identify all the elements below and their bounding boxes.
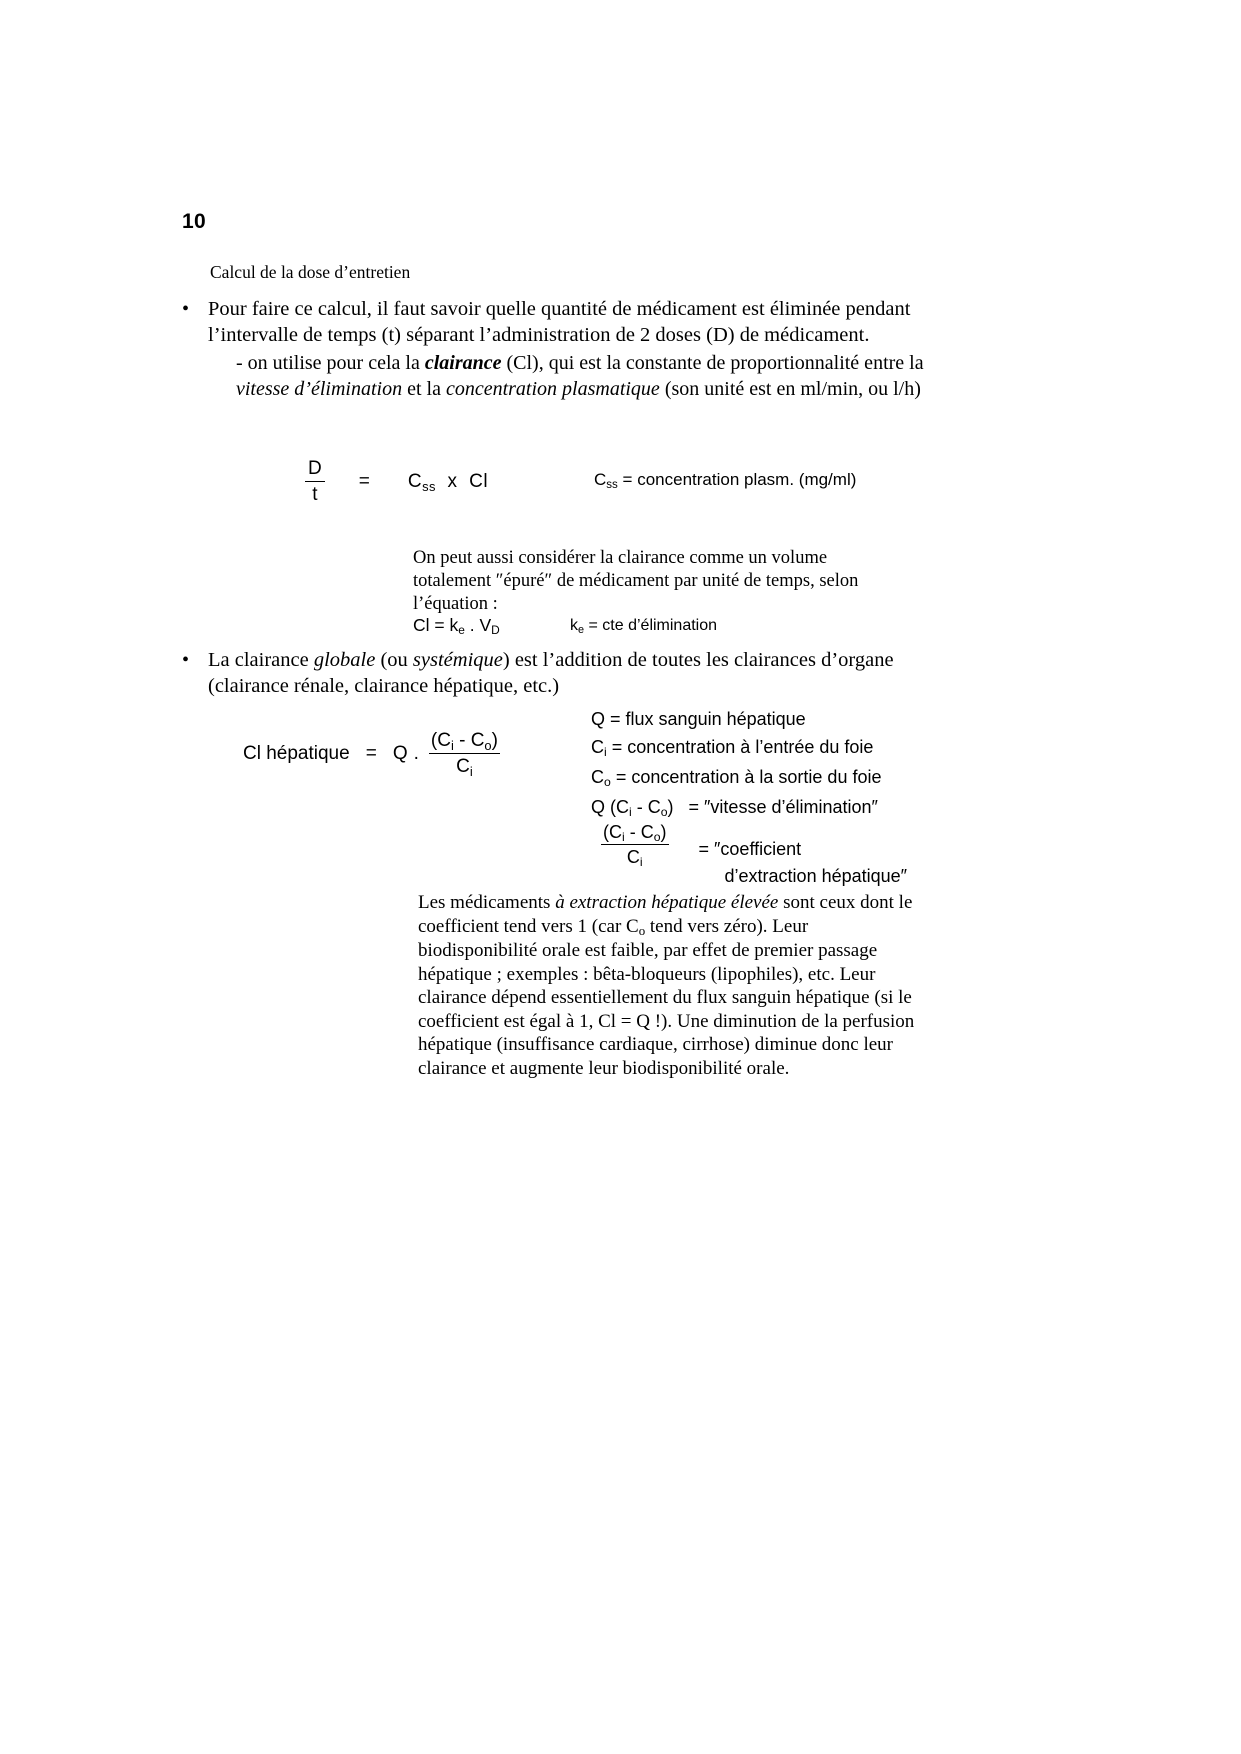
num-sub-i: i xyxy=(450,737,454,753)
eq3-label: Cl hépatique xyxy=(243,743,350,764)
bullet-item-1 xyxy=(182,296,942,348)
bullet2-mid: (ou xyxy=(375,649,413,671)
bullet-item-2 xyxy=(182,647,942,699)
page-number: 10 xyxy=(182,210,206,233)
final-after-italic: sont ceux dont le xyxy=(778,892,913,913)
bullet-marker: • xyxy=(182,298,190,320)
note-line-3: l’équation : xyxy=(413,594,498,614)
note-css-symbol: C xyxy=(594,470,607,489)
eq3-fraction-numerator xyxy=(429,730,500,754)
high-extraction-paragraph xyxy=(418,891,918,1080)
term-clairance: clairance xyxy=(424,352,502,374)
den-c: C xyxy=(456,756,470,777)
final-line-4: hépatique ; exemples : bêta-bloqueurs (lipophiles), etc. Leur xyxy=(418,963,876,985)
final-line-1 xyxy=(418,891,918,915)
definition-q-symbol: Q xyxy=(591,709,606,729)
eq2-equals: = k xyxy=(429,615,459,635)
coefficient-denominator xyxy=(601,845,669,868)
final-lead: Les médicaments xyxy=(418,892,556,913)
term-vitesse-elimination: vitesse d’élimination xyxy=(236,377,403,400)
note-line-1: On peut aussi considérer la clairance comme un volume xyxy=(413,548,828,568)
final-line-3: biodisponibilité orale est faible, par effet de premier passage xyxy=(418,940,878,961)
num-close: ) xyxy=(491,730,498,751)
sub-item-part3: et la xyxy=(402,377,446,400)
section-heading: Calcul de la dose d’entretien xyxy=(210,262,411,282)
final-line2b: tend vers zéro). Leur xyxy=(645,915,809,937)
note-line-2: totalement ″épuré″ de médicament par unité de temps, selon xyxy=(413,571,859,591)
coef-den-c: C xyxy=(626,847,640,867)
coefficient-label-line2: d’extraction hépatique″ xyxy=(724,866,908,886)
times-sign: x xyxy=(447,471,458,492)
definition-co-subscript: o xyxy=(604,775,611,790)
definition-q-text: = flux sanguin hépatique xyxy=(605,709,806,729)
den-sub-i: i xyxy=(469,763,473,779)
coef-num-open: (C xyxy=(603,822,622,842)
final-line-6: coefficient est égal à 1, Cl = Q !). Une diminution de la perfusion xyxy=(418,1010,915,1032)
equation-rhs xyxy=(408,471,488,493)
bullet-marker: • xyxy=(182,649,190,671)
eq3-multiply-dot: . xyxy=(413,743,419,764)
coef-num-close: ) xyxy=(660,822,667,842)
hepatic-definitions-list xyxy=(591,705,881,823)
extraction-coefficient-block xyxy=(601,822,907,890)
coef-den-sub-i: i xyxy=(639,855,643,870)
eq2-ke-subscript: e xyxy=(458,623,465,638)
coef-num-minus: - C xyxy=(624,822,654,842)
sub-item-dash: - xyxy=(236,352,243,374)
coef-num-sub-o: o xyxy=(653,830,661,845)
final-line-7: hépatique (insuffisance cardiaque, cirrhose) diminue donc leur xyxy=(418,1034,893,1055)
definition-ci xyxy=(591,733,881,763)
equation-hepatic-clearance xyxy=(243,730,500,778)
css-symbol: C xyxy=(407,471,423,492)
definition-ci-text: = concentration à l’entrée du foie xyxy=(606,737,874,757)
definition-ci-symbol: C xyxy=(591,737,604,757)
term-extraction-hepatique-elevee: à extraction hépatique élevée xyxy=(555,892,779,913)
num-sub-o: o xyxy=(484,737,492,753)
bullet-item-1-text: Pour faire ce calcul, il faut savoir quelle quantité de médicament est éliminée pendant l’intervalle de temps (t) séparant l’administration de 2 doses (D) de médicament. xyxy=(208,298,911,346)
num-minus: - C xyxy=(453,730,485,751)
definition-q xyxy=(591,705,881,733)
css-subscript: ss xyxy=(422,478,436,494)
term-globale: globale xyxy=(313,649,376,671)
eq3-extraction-fraction xyxy=(429,730,500,778)
note-ke-text: = cte d’élimination xyxy=(584,617,718,634)
velocity-sub-o: o xyxy=(660,805,668,820)
coefficient-fraction xyxy=(601,822,669,868)
eq2-vd-subscript: D xyxy=(491,623,500,638)
velocity-minus: - C xyxy=(631,797,661,817)
fraction-denominator-t: t xyxy=(312,484,318,505)
term-concentration-plasmatique: concentration plasmatique xyxy=(445,377,660,400)
equation-dose-rate xyxy=(305,458,488,506)
coef-num-sub-i: i xyxy=(622,830,625,845)
note-css-text: = concentration plasm. (mg/ml) xyxy=(617,470,857,489)
equation-dose-rate-note xyxy=(594,470,856,490)
coefficient-label xyxy=(699,822,908,890)
bullet2-part1: La clairance xyxy=(208,649,314,671)
coefficient-label-line1: = ″coefficient xyxy=(698,839,802,859)
eq3-fraction-denominator xyxy=(429,754,500,778)
final-line-2 xyxy=(418,915,918,940)
eq2-mid: . V xyxy=(464,615,492,635)
fraction-numerator-d: D xyxy=(305,458,325,482)
equation-cl-note xyxy=(570,617,717,635)
fraction-d-over-t xyxy=(305,458,325,506)
velocity-sub-i: i xyxy=(629,805,632,820)
eq3-equals: = xyxy=(365,743,377,764)
definition-co xyxy=(591,763,881,793)
note-css-subscript: ss xyxy=(606,479,618,492)
equals-sign: = xyxy=(358,471,370,492)
eq2-lhs: Cl xyxy=(413,615,430,635)
definition-ci-subscript: i xyxy=(604,745,607,760)
clearance-volume-note xyxy=(413,547,903,616)
sub-item-part1: on utilise pour cela la xyxy=(247,352,425,374)
final-line-8: clairance et augmente leur biodisponibilité orale. xyxy=(418,1057,790,1079)
bullet-item-2-text xyxy=(208,647,942,699)
note-ke-subscript: e xyxy=(578,624,585,637)
velocity-rest: = ″vitesse d’élimination″ xyxy=(688,797,878,817)
cl-symbol: Cl xyxy=(469,471,489,492)
velocity-q: Q (C xyxy=(591,797,629,817)
velocity-close: ) xyxy=(667,797,674,817)
bullet2-after: ) est l’addition de toutes les clairances d’organe (clairance rénale, clairance hépatique, etc.) xyxy=(208,649,894,697)
note-ke-symbol: k xyxy=(570,617,578,634)
eq3-q-symbol: Q xyxy=(392,743,408,764)
final-line2a: coefficient tend vers 1 (car C xyxy=(418,915,639,937)
sub-item-clairance xyxy=(236,351,946,402)
final-line-5: clairance dépend essentiellement du flux sanguin hépatique (si le xyxy=(418,987,912,1008)
coefficient-numerator xyxy=(601,822,669,845)
definition-co-text: = concentration à la sortie du foie xyxy=(610,767,882,787)
num-open: (C xyxy=(430,730,451,751)
sub-item-part4: (son unité est en ml/min, ou l/h) xyxy=(659,377,921,400)
sub-item-part2: (Cl), qui est la constante de proportionnalité entre la xyxy=(501,352,924,374)
term-systemique: systémique xyxy=(412,649,503,671)
equation-cl-ke-vd xyxy=(413,615,500,636)
definition-elimination-velocity xyxy=(591,793,881,823)
final-co-subscript: o xyxy=(638,923,646,939)
definition-co-symbol: C xyxy=(591,767,604,787)
